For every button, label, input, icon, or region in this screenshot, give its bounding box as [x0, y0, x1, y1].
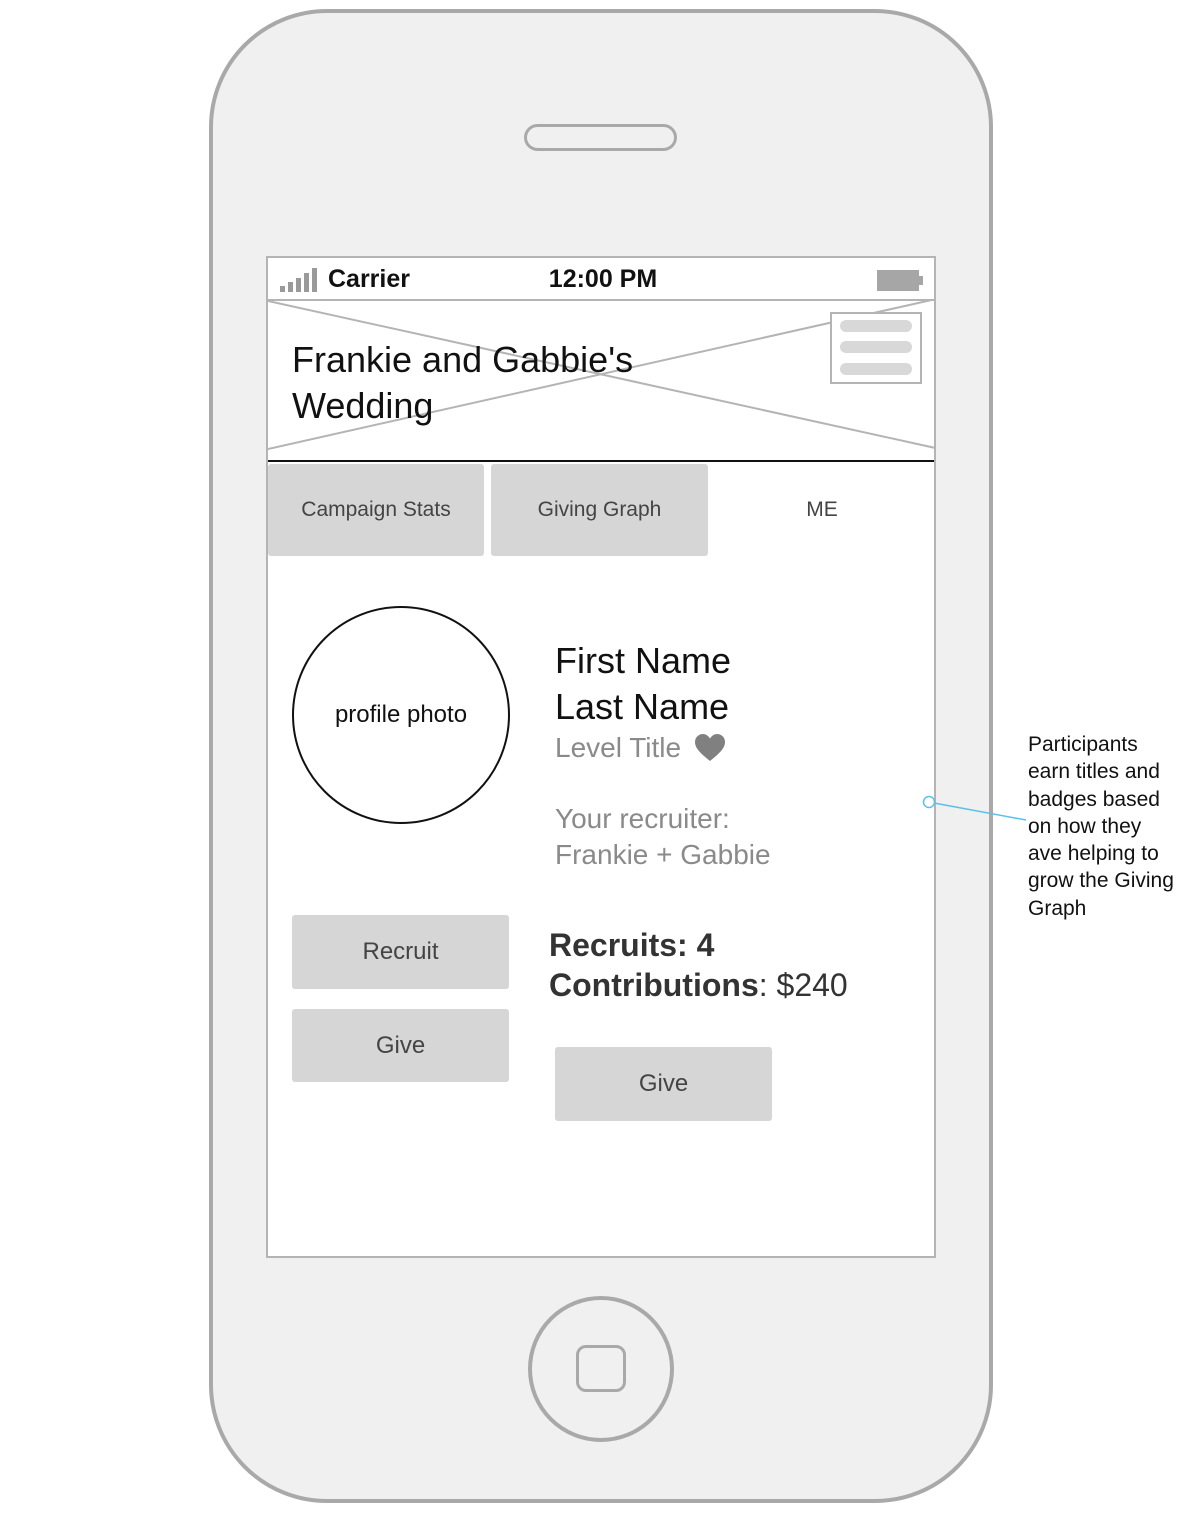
last-name: Last Name	[555, 686, 730, 727]
phone-screen	[266, 256, 936, 1258]
tab-me[interactable]	[714, 464, 930, 556]
annotation-line: Graph	[1028, 896, 1087, 920]
recruiter-name: Frankie + Gabbie	[555, 839, 771, 870]
home-square-icon	[576, 1345, 626, 1392]
home-button[interactable]	[528, 1296, 674, 1442]
heart-icon	[695, 734, 725, 762]
battery-icon	[877, 270, 919, 291]
contributions-value: : $240	[758, 967, 848, 1003]
profile-photo-label: profile photo	[334, 701, 468, 728]
tab-label: Giving Graph	[537, 498, 662, 521]
profile-photo[interactable]	[292, 606, 510, 824]
recruit-button-label: Recruit	[362, 938, 439, 965]
first-name: First Name	[555, 640, 732, 681]
tab-giving-graph[interactable]	[491, 464, 708, 556]
page-title: Frankie and Gabbie's Wedding	[292, 339, 634, 426]
level-title: Level Title	[555, 732, 682, 763]
phone-speaker	[524, 124, 677, 151]
annotation-line: grow the Giving	[1028, 869, 1174, 893]
tab-campaign-stats[interactable]	[268, 464, 484, 556]
recruit-button[interactable]	[292, 915, 509, 989]
annotation-callout-line	[918, 790, 1038, 830]
hamburger-menu-button[interactable]	[830, 312, 922, 384]
give-button-label: Give	[375, 1031, 426, 1059]
status-bar	[268, 258, 934, 301]
header-image-placeholder	[268, 301, 934, 461]
give-button-label: Give	[638, 1070, 689, 1097]
signal-icon	[280, 268, 322, 292]
give-button[interactable]	[292, 1009, 509, 1082]
annotation-line: ave helping to	[1028, 842, 1159, 866]
annotation-line: Participants	[1028, 733, 1138, 756]
contributions-label: Contributions	[549, 967, 759, 1003]
annotation-note	[1028, 731, 1196, 922]
annotation-line: badges based	[1028, 787, 1160, 811]
recruits-stat: Recruits: 4	[549, 927, 715, 963]
level-title-row	[555, 732, 725, 764]
tab-label: ME	[806, 498, 838, 521]
header-divider	[268, 460, 934, 462]
tab-label: Campaign Stats	[301, 498, 451, 521]
give-button-secondary[interactable]	[555, 1047, 772, 1121]
menu-line-icon	[840, 341, 912, 353]
menu-line-icon	[840, 320, 912, 332]
annotation-line: earn titles and	[1028, 760, 1160, 784]
annotation-line: on how they	[1028, 814, 1142, 838]
contributions-stat	[549, 967, 848, 1004]
status-time: 12:00 PM	[548, 265, 658, 293]
carrier-label: Carrier	[328, 265, 410, 293]
menu-line-icon	[840, 363, 912, 375]
recruiter-label: Your recruiter:	[555, 803, 730, 834]
